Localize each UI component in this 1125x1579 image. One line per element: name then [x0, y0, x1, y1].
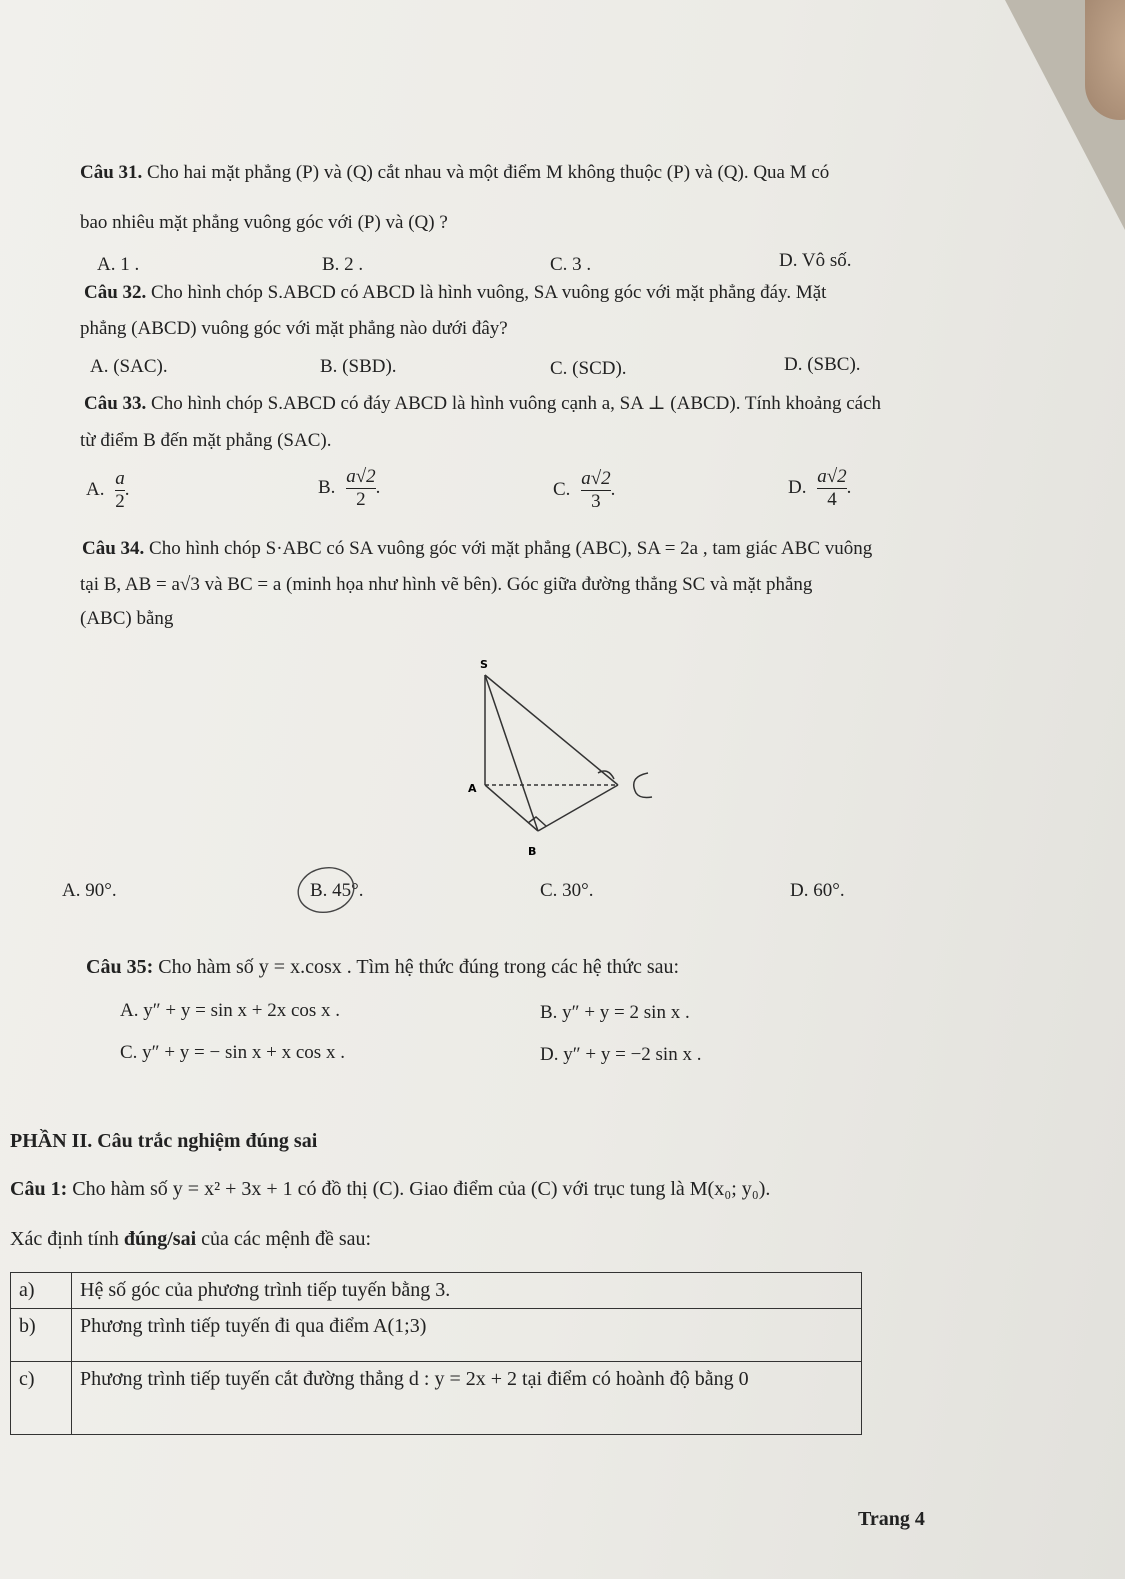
- q34-option-b: B. 45°.: [310, 880, 364, 901]
- table-row: [11, 1309, 862, 1362]
- q33-option-d-label: D.: [788, 476, 807, 498]
- vertex-s: S: [480, 658, 488, 671]
- q35-line: [86, 956, 679, 979]
- q34-text1: Cho hình chóp S·ABC có SA vuông góc với mặt phẳng (ABC), SA = 2a , tam giác ABC vuông: [149, 538, 873, 559]
- q31-text2: bao nhiêu mặt phẳng vuông góc với (P) và (Q) ?: [80, 212, 448, 233]
- q33-c-denominator: 3: [591, 491, 601, 512]
- pyramid-figure: [440, 655, 680, 860]
- vertex-b: B: [528, 845, 537, 858]
- q33-option-a-label: A.: [86, 478, 105, 500]
- q35-text: Cho hàm số y = x.cosx . Tìm hệ thức đúng trong các hệ thức sau:: [158, 956, 680, 978]
- q32-text1: Cho hình chóp S.ABCD có ABCD là hình vuông, SA vuông góc với mặt phẳng đáy. Mặt: [151, 282, 827, 303]
- edge-sc: [485, 675, 618, 785]
- vertex-a: A: [468, 782, 477, 795]
- hand-drawn-circle: [290, 862, 360, 924]
- q34-option-a: A. 90°.: [62, 880, 117, 901]
- q31-option-c: C. 3 .: [550, 254, 592, 275]
- row-text: Hệ số góc của phương trình tiếp tuyến bằng 3.: [72, 1273, 862, 1309]
- q33-option-b: B. $\frac{a√2}{2}$ .: [318, 466, 381, 510]
- row-text: Phương trình tiếp tuyến đi qua điểm A(1;3): [72, 1309, 862, 1362]
- instruction-post: của các mệnh đề sau:: [196, 1228, 372, 1250]
- table-row: [11, 1362, 862, 1435]
- q34-text3: (ABC) bằng: [80, 608, 174, 629]
- q31-option-b: B. 2 .: [322, 254, 364, 275]
- q35-option-d: D. y″ + y = −2 sin x .: [540, 1044, 702, 1065]
- row-label: b): [11, 1309, 72, 1362]
- q32-option-c: C. (SCD).: [550, 358, 627, 379]
- q34-option-c: C. 30°.: [540, 880, 594, 901]
- q35-option-b: B. y″ + y = 2 sin x .: [540, 1002, 690, 1023]
- q31-label: Câu 31.: [80, 162, 143, 183]
- q33-option-c: C. $\frac{a√2}{3}$ .: [553, 468, 616, 512]
- q33-b-denominator: 2: [356, 489, 366, 510]
- row-label: c): [11, 1362, 72, 1435]
- q35-option-c: C. y″ + y = − sin x + x cos x .: [120, 1042, 345, 1063]
- q31-line1: [80, 162, 829, 184]
- q33-text1: Cho hình chóp S.ABCD có đáy ABCD là hình vuông cạnh a, SA ⊥ (ABCD). Tính khoảng cách: [151, 393, 882, 414]
- true-false-table: [10, 1272, 862, 1435]
- page-number: Trang 4: [858, 1508, 925, 1530]
- part2-title: PHẦN II. Câu trắc nghiệm đúng sai: [10, 1130, 318, 1152]
- q32-option-d: D. (SBC).: [784, 354, 861, 375]
- q32-line1: [84, 282, 826, 304]
- q34-line1: [82, 538, 872, 560]
- q33-text2: từ điểm B đến mặt phẳng (SAC).: [80, 430, 332, 451]
- edge-bc: [538, 785, 618, 831]
- part2-q1-text: Cho hàm số y = x² + 3x + 1 có đồ thị (C). Giao điểm của (C) với trục tung là M(x₀; y₀).: [72, 1178, 771, 1200]
- q34-text2: tại B, AB = a√3 và BC = a (minh họa như hình vẽ bên). Góc giữa đường thẳng SC và mặt phẳng: [80, 574, 813, 595]
- q32-label: Câu 32.: [84, 282, 147, 303]
- q33-line1: [84, 392, 881, 415]
- q31-text1: Cho hai mặt phẳng (P) và (Q) cắt nhau và một điểm M không thuộc (P) và (Q). Qua M có: [147, 162, 830, 183]
- q33-label: Câu 33.: [84, 393, 147, 414]
- q33-b-numerator: a√2: [346, 466, 376, 487]
- finger-shadow: [1085, 0, 1125, 120]
- q31-option-a: A. 1 .: [97, 254, 140, 275]
- q35-option-a: A. y″ + y = sin x + 2x cos x .: [120, 1000, 341, 1021]
- q31-option-d: D. Vô số.: [779, 250, 852, 271]
- q32-text2: phẳng (ABCD) vuông góc với mặt phẳng nào dưới đây?: [80, 318, 508, 339]
- q33-a-numerator: a: [115, 468, 125, 489]
- part2-q1-label: Câu 1:: [10, 1178, 68, 1200]
- q33-d-denominator: 4: [827, 489, 837, 510]
- q33-option-d: D. $\frac{a√2}{4}$ .: [788, 466, 852, 510]
- q34-label: Câu 34.: [82, 538, 145, 559]
- q33-a-denominator: 2: [115, 491, 125, 512]
- row-text: Phương trình tiếp tuyến cắt đường thẳng d : y = 2x + 2 tại điểm có hoành độ bằng 0: [72, 1362, 862, 1435]
- q33-d-numerator: a√2: [817, 466, 847, 487]
- q33-option-b-label: B.: [318, 476, 336, 498]
- instruction-pre: Xác định tính: [10, 1228, 124, 1250]
- q32-option-a: A. (SAC).: [90, 356, 168, 377]
- q33-option-a: A. $\frac{a}{2}$ .: [86, 468, 130, 512]
- vertex-c: C: [623, 782, 632, 795]
- q32-option-b: B. (SBD).: [320, 356, 397, 377]
- q33-c-numerator: a√2: [581, 468, 611, 489]
- q35-label: Câu 35:: [86, 956, 154, 978]
- part2-instruction: [10, 1228, 371, 1251]
- table-row: [11, 1273, 862, 1309]
- handwritten-c-mark: [634, 773, 652, 798]
- part2-q1-line: [10, 1178, 770, 1201]
- row-label: a): [11, 1273, 72, 1309]
- q34-option-d: D. 60°.: [790, 880, 845, 901]
- instruction-bold: đúng/sai: [123, 1228, 197, 1250]
- q33-option-c-label: C.: [553, 478, 571, 500]
